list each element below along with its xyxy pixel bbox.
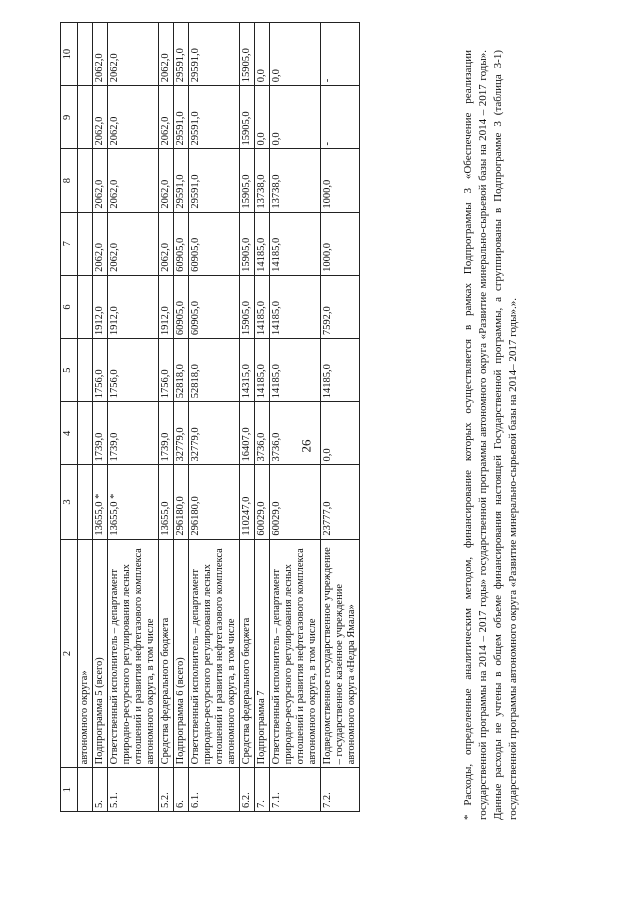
value-cell: 14185,0: [270, 275, 321, 338]
column-header: 9: [61, 86, 78, 149]
value-cell: 1756,0: [108, 339, 159, 402]
row-number-cell: 6.: [174, 768, 189, 812]
value-cell: [78, 149, 93, 212]
row-name-cell: Ответственный исполнитель – департамент природно-ресурсного регулирования лесных отношений и развития нефтегазового комплекса автономного округа, в том числе: [108, 539, 159, 768]
value-cell: 2062,0: [159, 212, 174, 275]
row-name-cell: автономного округа»: [78, 539, 93, 768]
table-row: [159, 23, 174, 812]
value-cell: [78, 402, 93, 465]
value-cell: 0,0: [270, 86, 321, 149]
value-cell: 2062,0: [108, 86, 159, 149]
value-cell: 0,0: [255, 23, 270, 86]
value-cell: 1756,0: [93, 339, 108, 402]
column-header: 6: [61, 275, 78, 338]
column-header: 7: [61, 212, 78, 275]
value-cell: 1912,0: [93, 275, 108, 338]
value-cell: 15905,0: [240, 212, 255, 275]
value-cell: 2062,0: [159, 149, 174, 212]
value-cell: 110247,0: [240, 465, 255, 539]
value-cell: 14185,0: [321, 339, 360, 402]
row-number-cell: 7.: [255, 768, 270, 812]
value-cell: 2062,0: [93, 23, 108, 86]
value-cell: 60905,0: [174, 212, 189, 275]
value-cell: 1739,0: [159, 402, 174, 465]
value-cell: 0,0: [270, 23, 321, 86]
column-header: 4: [61, 402, 78, 465]
row-name-cell: Ответственный исполнитель – департамент природно-ресурсного регулирования лесных отношений и развития нефтегазового комплекса автономного округа, в том числе: [270, 539, 321, 768]
value-cell: [78, 339, 93, 402]
value-cell: 3736,0: [255, 402, 270, 465]
row-number-cell: 6.1.: [189, 768, 240, 812]
value-cell: 29591,0: [189, 149, 240, 212]
value-cell: 2062,0: [108, 23, 159, 86]
value-cell: 29591,0: [189, 86, 240, 149]
value-cell: 60029,0: [270, 465, 321, 539]
value-cell: 13655,0: [159, 465, 174, 539]
value-cell: 15905,0: [240, 275, 255, 338]
value-cell: 16407,0: [240, 402, 255, 465]
value-cell: 13738,0: [270, 149, 321, 212]
financing-table: [60, 22, 360, 812]
value-cell: 1739,0: [93, 402, 108, 465]
row-number-cell: [78, 768, 93, 812]
value-cell: 2062,0: [159, 23, 174, 86]
footnote: * Расходы, определенные аналитическим методом, финансирование которых осуществляется в рамках Подпрограммы 3 «Обеспечение реализации государственной программы на 2014 – 2017 годы» государственной программы автономного округа «Развитие минерально-сырьевой базы на 2014 – 2017 годы». Данные расходы не учтены в общем объеме финансирования настоящей Государственной программы, а сгруппированы в Подпрограмме 3 (таблица 3-1) государственной программы автономного округа «Развитие минерально-сырьевой базы на 2014– 2017 годы».».: [462, 50, 519, 820]
value-cell: 296180,0: [189, 465, 240, 539]
table-row: [78, 23, 93, 812]
row-name-cell: Подведомственное государственное учреждение – государственное казенное учреждение автономного округа «Недра Ямала»: [321, 539, 360, 768]
value-cell: 29591,0: [174, 23, 189, 86]
value-cell: 1000,0: [321, 149, 360, 212]
column-header: 8: [61, 149, 78, 212]
row-number-cell: 7.1.: [270, 768, 321, 812]
value-cell: 0,0: [255, 86, 270, 149]
column-header: 2: [61, 539, 78, 768]
value-cell: 2062,0: [108, 149, 159, 212]
row-name-cell: Средства федерального бюджета: [159, 539, 174, 768]
value-cell: 0,0: [321, 402, 360, 465]
value-cell: 13655,0 *: [108, 465, 159, 539]
value-cell: 52818,0: [174, 339, 189, 402]
row-name-cell: Подпрограмма 5 (всего): [93, 539, 108, 768]
column-header: 1: [61, 768, 78, 812]
table-row: [189, 23, 240, 812]
row-number-cell: 5.1.: [108, 768, 159, 812]
table-row: [270, 23, 321, 812]
row-number-cell: 5.2.: [159, 768, 174, 812]
row-name-cell: Средства федерального бюджета: [240, 539, 255, 768]
value-cell: 296180,0: [174, 465, 189, 539]
value-cell: 29591,0: [174, 86, 189, 149]
value-cell: 60905,0: [189, 212, 240, 275]
value-cell: 13655,0 *: [93, 465, 108, 539]
value-cell: 2062,0: [93, 149, 108, 212]
value-cell: 23777,0: [321, 465, 360, 539]
row-name-cell: Подпрограмма 6 (всего): [174, 539, 189, 768]
value-cell: 15905,0: [240, 86, 255, 149]
row-number-cell: 6.2.: [240, 768, 255, 812]
value-cell: 14185,0: [270, 212, 321, 275]
value-cell: 60029,0: [255, 465, 270, 539]
row-number-cell: 7.2.: [321, 768, 360, 812]
value-cell: 1912,0: [159, 275, 174, 338]
table-row: [174, 23, 189, 812]
column-header: 5: [61, 339, 78, 402]
value-cell: 15905,0: [240, 149, 255, 212]
column-header: 3: [61, 465, 78, 539]
value-cell: 1756,0: [159, 339, 174, 402]
value-cell: [78, 23, 93, 86]
value-cell: [78, 275, 93, 338]
value-cell: 14185,0: [270, 339, 321, 402]
value-cell: -: [321, 23, 360, 86]
table-row: [255, 23, 270, 812]
value-cell: 14315,0: [240, 339, 255, 402]
value-cell: 32779,0: [189, 402, 240, 465]
value-cell: 29591,0: [189, 23, 240, 86]
column-header: 10: [61, 23, 78, 86]
value-cell: [78, 465, 93, 539]
value-cell: 3736,0: [270, 402, 321, 465]
table-header-row: [61, 23, 78, 812]
value-cell: 60905,0: [174, 275, 189, 338]
row-number-cell: 5.: [93, 768, 108, 812]
table-row: [93, 23, 108, 812]
value-cell: 15905,0: [240, 23, 255, 86]
value-cell: -: [321, 86, 360, 149]
value-cell: 1000,0: [321, 212, 360, 275]
value-cell: 2062,0: [93, 212, 108, 275]
value-cell: 14185,0: [255, 212, 270, 275]
value-cell: [78, 86, 93, 149]
table-row: [240, 23, 255, 812]
rotated-table-container: [60, 22, 528, 812]
value-cell: 13738,0: [255, 149, 270, 212]
value-cell: 2062,0: [159, 86, 174, 149]
value-cell: 14185,0: [255, 339, 270, 402]
value-cell: 14185,0: [255, 275, 270, 338]
value-cell: 1912,0: [108, 275, 159, 338]
value-cell: 52818,0: [189, 339, 240, 402]
value-cell: 2062,0: [93, 86, 108, 149]
row-name-cell: Подпрограмма 7: [255, 539, 270, 768]
value-cell: 2062,0: [108, 212, 159, 275]
value-cell: [78, 212, 93, 275]
table-row: [321, 23, 360, 812]
row-name-cell: Ответственный исполнитель – департамент природно-ресурсного регулирования лесных отношений и развития нефтегазового комплекса автономного округа, в том числе: [189, 539, 240, 768]
value-cell: 32779,0: [174, 402, 189, 465]
value-cell: 1739,0: [108, 402, 159, 465]
value-cell: 7592,0: [321, 275, 360, 338]
page-number: 26: [298, 439, 314, 453]
value-cell: 29591,0: [174, 149, 189, 212]
table-row: [108, 23, 159, 812]
table-body: [78, 23, 360, 812]
value-cell: 60905,0: [189, 275, 240, 338]
